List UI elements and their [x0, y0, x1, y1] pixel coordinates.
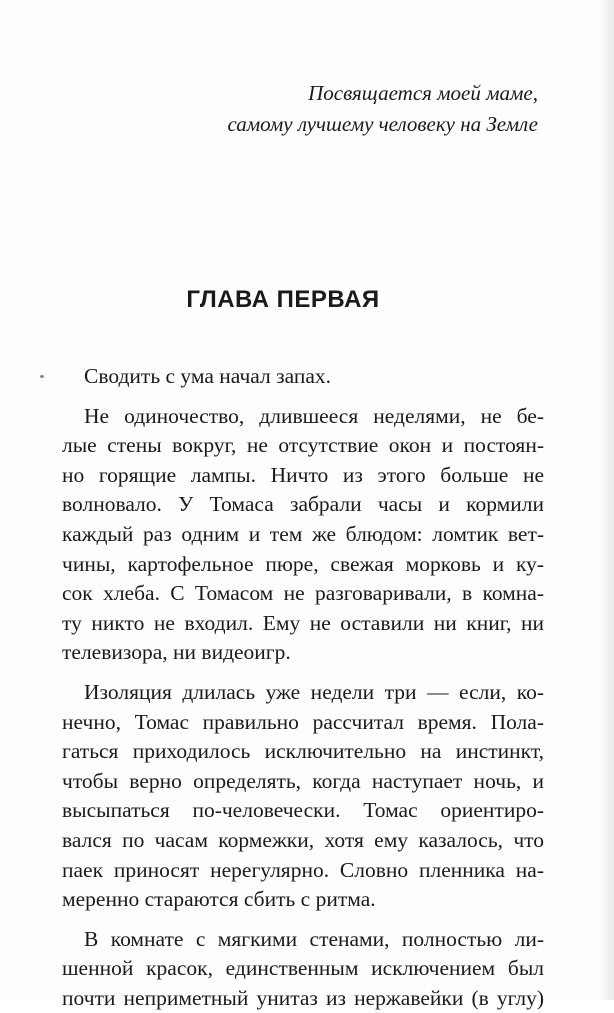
scan-speck: [40, 375, 44, 378]
text-line: гаться приходилось исключительно на инстинкт,: [62, 739, 544, 764]
paragraph: [62, 678, 544, 915]
text-line: почти неприметный унитаз из нержавейки (в углу): [62, 985, 544, 1010]
text-line: шенной красок, единственным исключением был: [62, 956, 544, 981]
text-line: сок хлеба. С Томасом не разговаривали, в комна-: [62, 581, 544, 606]
dedication: [227, 78, 538, 140]
text-line: волновало. У Томаса забрали часы и кормили: [62, 492, 544, 517]
chapter-title: ГЛАВА ПЕРВАЯ: [186, 286, 380, 313]
dedication-line: Посвящается моей маме,: [308, 81, 538, 105]
text-line: чины, картофельное пюре, свежая морковь и ку-: [62, 551, 544, 576]
text-line: каждый раз одним и тем же блюдом: ломтик вет-: [62, 521, 544, 546]
text-line: Не одиночество, длившееся неделями, не бе-: [84, 403, 544, 428]
text-line: вался по часам кормежки, хотя ему казалось, что: [62, 827, 544, 852]
text-line: лые стены вокруг, не отсутствие окон и постоян-: [62, 433, 544, 458]
text-line: Изоляция длилась уже недели три — если, ко-: [84, 679, 544, 704]
page-edge-shadow: [600, 0, 614, 1000]
text-line: нечно, Томас правильно рассчитал время. Пола-: [62, 709, 544, 734]
chapter-body: [62, 362, 544, 1013]
text-line: высыпаться по-человечески. Томас ориентиро-: [62, 798, 544, 823]
text-line: В комнате с мягкими стенами, полностью ли-: [84, 926, 544, 951]
text-line: чтобы верно определять, когда наступает ночь, и: [62, 768, 544, 793]
text-line: паек приносят нерегулярно. Словно пленника на-: [62, 857, 544, 882]
text-line: ту никто не входил. Ему не оставили ни книг, ни: [62, 610, 544, 635]
text-line: меренно стараются сбить с ритма.: [62, 887, 376, 912]
text-line: Сводить с ума начал запах.: [84, 364, 332, 388]
dedication-line: самому лучшему человеку на Земле: [227, 112, 538, 136]
paragraph: [62, 362, 544, 392]
text-line: телевизора, ни видеоигр.: [62, 640, 291, 665]
text-line: но горящие лампы. Ничто из этого больше не: [62, 462, 544, 487]
paragraph: [62, 402, 544, 668]
